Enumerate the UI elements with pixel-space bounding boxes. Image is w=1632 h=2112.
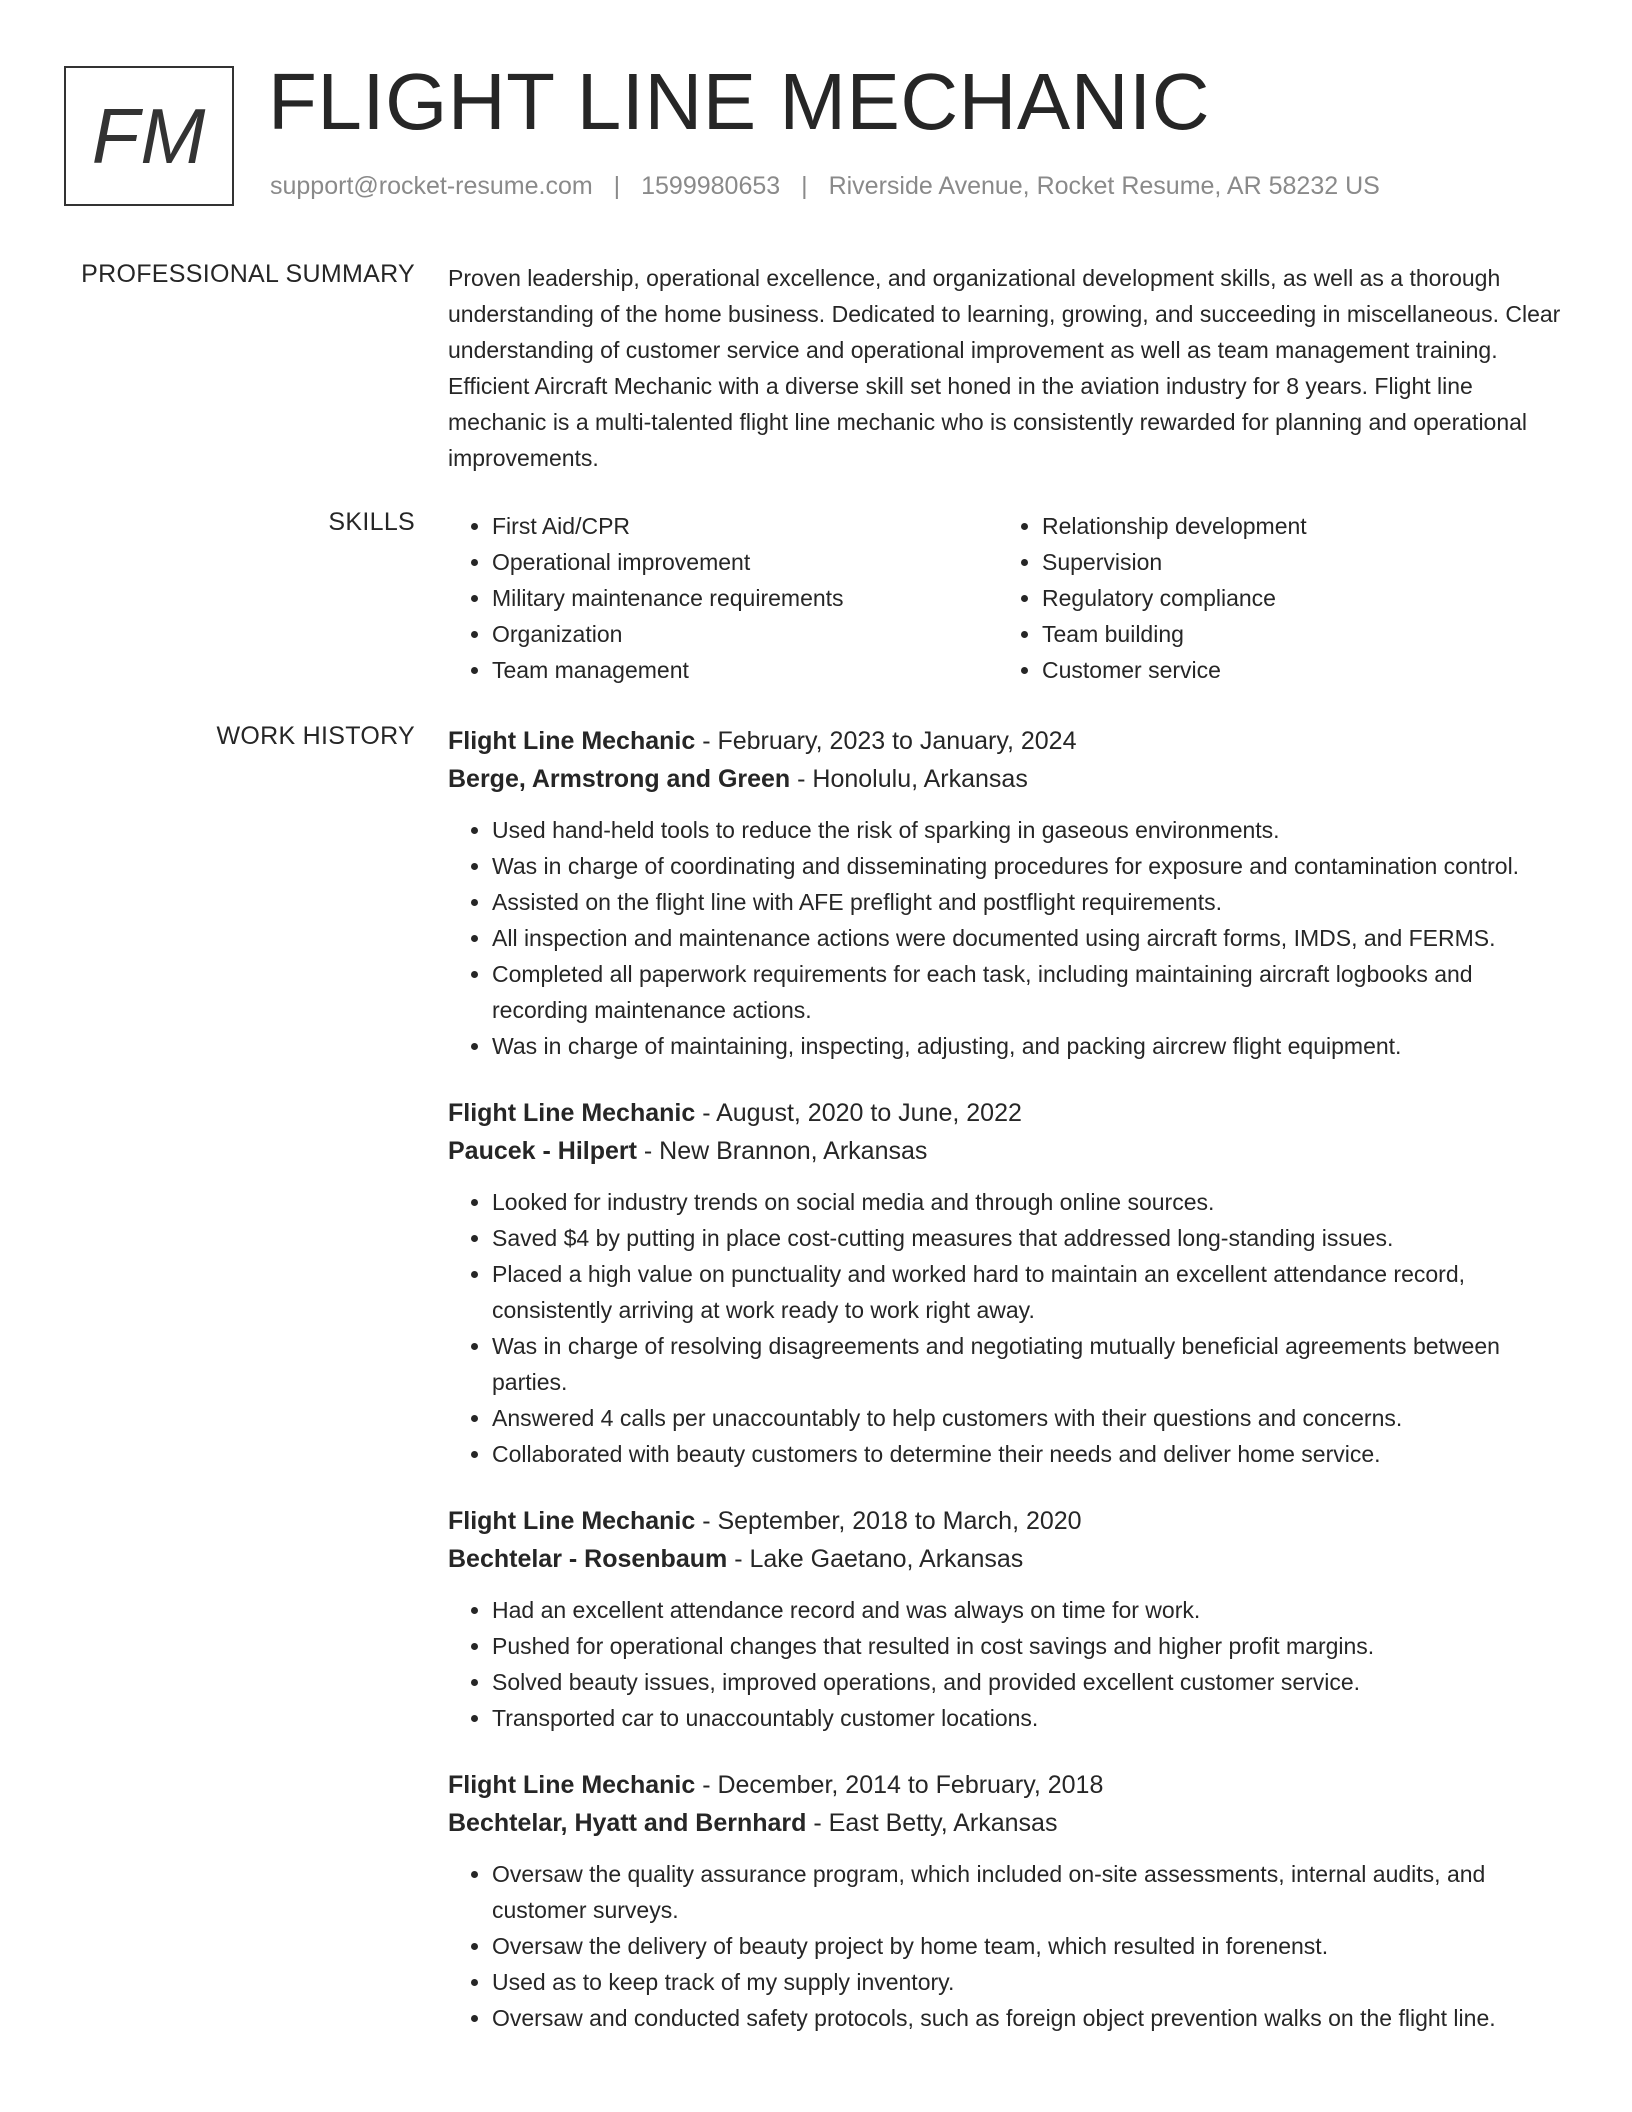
job-bullets [448, 1184, 1566, 1472]
job-entry [448, 722, 1566, 1064]
job-bullet: • All inspection and maintenance actions were documented using aircraft forms, IMDS, and FERMS. [492, 920, 1566, 956]
contact-phone: 1599980653 [641, 172, 781, 200]
job-company-line [448, 760, 1566, 798]
job-bullet: • Pushed for operational changes that resulted in cost savings and higher profit margins. [492, 1628, 1566, 1664]
job-bullet: • Was in charge of coordinating and disseminating procedures for exposure and contamination control. [492, 848, 1566, 884]
job-bullet: • Oversaw and conducted safety protocols, such as foreign object prevention walks on the flight line. [492, 2000, 1566, 2036]
skill-item: • Supervision [1042, 544, 1558, 580]
job-title: Flight Line Mechanic [448, 1771, 696, 1799]
skill-item: • Team management [492, 652, 998, 688]
job-location: - Lake Gaetano, Arkansas [727, 1545, 1024, 1573]
job-dates: - August, 2020 to June, 2022 [695, 1099, 1022, 1127]
job-bullet: • Placed a high value on punctuality and worked hard to maintain an excellent attendance record, consistently arriving at work ready to work right away. [492, 1256, 1566, 1328]
job-bullets [448, 812, 1566, 1064]
job-bullet: • Was in charge of resolving disagreements and negotiating mutually beneficial agreements between parties. [492, 1328, 1566, 1400]
contact-separator: | [613, 172, 621, 200]
job-location: - New Brannon, Arkansas [636, 1137, 928, 1165]
job-title-line [448, 1094, 1566, 1132]
job-title: Flight Line Mechanic [448, 727, 696, 755]
job-bullet: • Used hand-held tools to reduce the risk of sparking in gaseous environments. [492, 812, 1566, 848]
skill-item: • Organization [492, 616, 998, 652]
work-history-body [448, 722, 1566, 2066]
skills-heading: SKILLS [328, 508, 415, 536]
job-company-line [448, 1804, 1566, 1842]
skills-list-left [448, 508, 998, 688]
job-entry [448, 1094, 1566, 1472]
job-entry [448, 1502, 1566, 1736]
job-bullet: • Collaborated with beauty customers to determine their needs and deliver home service. [492, 1436, 1566, 1472]
job-location: - East Betty, Arkansas [806, 1809, 1058, 1837]
job-bullets [448, 1856, 1566, 2036]
skill-item: • Military maintenance requirements [492, 580, 998, 616]
job-company-line [448, 1132, 1566, 1170]
job-title: Flight Line Mechanic [448, 1099, 696, 1127]
skill-item: • First Aid/CPR [492, 508, 998, 544]
job-dates: - February, 2023 to January, 2024 [695, 727, 1077, 755]
skill-item: • Regulatory compliance [1042, 580, 1558, 616]
monogram-initials: FM [91, 91, 207, 180]
skill-item: • Team building [1042, 616, 1558, 652]
job-bullets [448, 1592, 1566, 1736]
job-company: Bechtelar - Rosenbaum [448, 1545, 728, 1573]
job-title-line [448, 722, 1566, 760]
job-bullet: • Completed all paperwork requirements for each task, including maintaining aircraft logbooks and recording maintenance actions. [492, 956, 1566, 1028]
job-entry [448, 1766, 1566, 2036]
job-bullet: • Solved beauty issues, improved operations, and provided excellent customer service. [492, 1664, 1566, 1700]
job-company: Bechtelar, Hyatt and Bernhard [448, 1809, 807, 1837]
job-bullet: • Assisted on the flight line with AFE preflight and postflight requirements. [492, 884, 1566, 920]
job-company-line [448, 1540, 1566, 1578]
job-bullet: • Transported car to unaccountably customer locations. [492, 1700, 1566, 1736]
job-dates: - September, 2018 to March, 2020 [695, 1507, 1082, 1535]
job-title: Flight Line Mechanic [448, 1507, 696, 1535]
skill-item: • Customer service [1042, 652, 1558, 688]
job-title-line [448, 1502, 1566, 1540]
contact-address: Riverside Avenue, Rocket Resume, AR 58232 US [828, 172, 1380, 200]
contact-email: support@rocket-resume.com [270, 172, 593, 200]
job-bullet: • Was in charge of maintaining, inspecting, adjusting, and packing aircrew flight equipment. [492, 1028, 1566, 1064]
job-company: Paucek - Hilpert [448, 1137, 637, 1165]
summary-heading: PROFESSIONAL SUMMARY [81, 260, 415, 288]
skill-item: • Relationship development [1042, 508, 1558, 544]
summary-body [448, 260, 1566, 476]
job-bullet: • Saved $4 by putting in place cost-cutting measures that addressed long-standing issues. [492, 1220, 1566, 1256]
job-title-line [448, 1766, 1566, 1804]
summary-text: Proven leadership, operational excellence, and organizational development skills, as well as a thorough understanding of the home business. Dedicated to learning, growing, and succeeding in miscellaneous. Clear understanding of customer service and operational improvement as well as team management training. Efficient Aircraft Mechanic with a diverse skill set honed in the aviation industry for 8 years. Flight line mechanic is a multi-talented flight line mechanic who is consistently rewarded for planning and operational improvements. [448, 265, 1561, 471]
work-history-heading: WORK HISTORY [216, 722, 415, 750]
job-company: Berge, Armstrong and Green [448, 765, 791, 793]
job-bullet: • Oversaw the quality assurance program, which included on-site assessments, internal audits, and customer surveys. [492, 1856, 1566, 1928]
contact-line [270, 172, 1380, 201]
job-bullet: • Used as to keep track of my supply inventory. [492, 1964, 1566, 2000]
skills-list-right [998, 508, 1558, 688]
job-bullet: • Had an excellent attendance record and was always on time for work. [492, 1592, 1566, 1628]
job-bullet: • Looked for industry trends on social media and through online sources. [492, 1184, 1566, 1220]
contact-separator: | [801, 172, 808, 200]
job-bullet: • Oversaw the delivery of beauty project by home team, which resulted in forenenst. [492, 1928, 1566, 1964]
page-title: FLIGHT LINE MECHANIC [268, 57, 1210, 146]
job-dates: - December, 2014 to February, 2018 [695, 1771, 1104, 1799]
skills-grid [448, 508, 1566, 688]
monogram-box [64, 66, 234, 206]
job-location: - Honolulu, Arkansas [790, 765, 1028, 793]
skills-body [448, 508, 1566, 688]
job-bullet: • Answered 4 calls per unaccountably to help customers with their questions and concerns. [492, 1400, 1566, 1436]
skill-item: • Operational improvement [492, 544, 998, 580]
